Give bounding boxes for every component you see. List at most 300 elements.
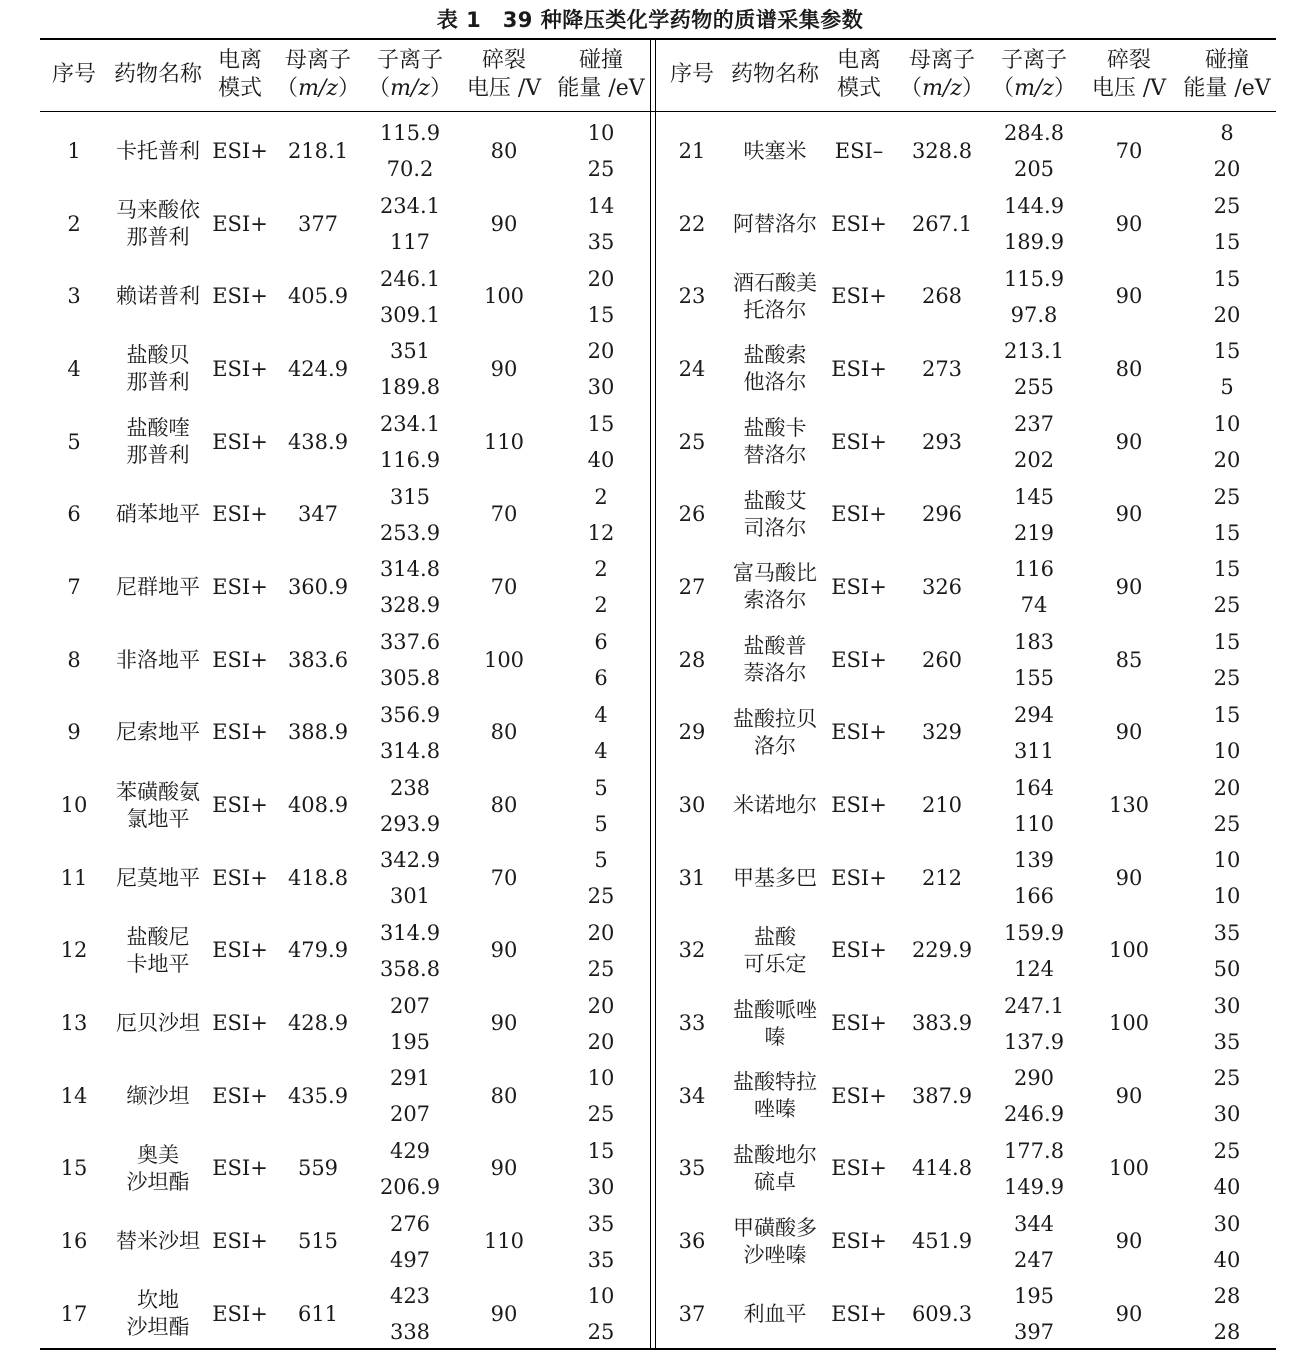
cell-product-ions xyxy=(988,337,1080,401)
cell-ion-mode: ESI+ xyxy=(831,1229,887,1254)
table-row xyxy=(40,1060,650,1133)
product-ion-2: 314.8 xyxy=(379,738,441,763)
cell-product-ions xyxy=(988,846,1080,910)
product-ion-1: 315 xyxy=(389,484,431,509)
collision-energy-2: 20 xyxy=(1213,302,1241,327)
collision-energy-1: 10 xyxy=(587,121,615,146)
table-row xyxy=(40,551,650,624)
cell-parent-ion: 424.9 xyxy=(287,356,349,381)
collision-energy-2: 35 xyxy=(1213,1029,1241,1054)
cell-seq: 31 xyxy=(678,865,706,890)
table-row xyxy=(656,551,1276,624)
cell-seq: 24 xyxy=(678,356,706,381)
cell-fragmentor: 90 xyxy=(1115,720,1143,745)
collision-energy-1: 30 xyxy=(1213,1211,1241,1236)
cell-collision-energy xyxy=(552,483,650,547)
cell-fragmentor: 80 xyxy=(490,1083,518,1108)
cell-seq: 2 xyxy=(67,211,81,236)
product-ion-2: 219 xyxy=(1013,520,1055,545)
cell-fragmentor: 90 xyxy=(490,938,518,963)
cell-ion-mode: ESI+ xyxy=(212,720,268,745)
cell-seq: 34 xyxy=(678,1083,706,1108)
drug-name-line1: 甲磺酸多 xyxy=(733,1215,817,1240)
cell-parent-ion: 383.6 xyxy=(287,647,349,672)
table-row xyxy=(40,697,650,770)
collision-energy-1: 8 xyxy=(1220,121,1234,146)
cell-parent-ion: 212 xyxy=(921,865,963,890)
cell-fragmentor: 90 xyxy=(1115,865,1143,890)
collision-energy-1: 15 xyxy=(587,1138,615,1163)
collision-energy-1: 20 xyxy=(587,339,615,364)
cell-seq: 12 xyxy=(60,938,88,963)
drug-name-line2: 硫卓 xyxy=(754,1169,796,1194)
cell-parent-ion: 611 xyxy=(297,1301,339,1326)
collision-energy-1: 20 xyxy=(587,920,615,945)
cell-parent-ion: 405.9 xyxy=(287,284,349,309)
cell-collision-energy xyxy=(1178,1210,1276,1274)
cell-fragmentor: 90 xyxy=(1115,1083,1143,1108)
cell-seq: 4 xyxy=(67,356,81,381)
collision-energy-1: 35 xyxy=(1213,920,1241,945)
cell-product-ions xyxy=(364,1064,456,1128)
collision-energy-1: 15 xyxy=(1213,557,1241,582)
collision-energy-1: 4 xyxy=(594,702,608,727)
product-ion-2: 189.8 xyxy=(379,375,441,400)
product-ion-2: 305.8 xyxy=(379,666,441,691)
collision-energy-2: 40 xyxy=(587,448,615,473)
product-ion-1: 294 xyxy=(1013,702,1055,727)
product-ion-1: 342.9 xyxy=(379,848,441,873)
cell-collision-energy xyxy=(1178,1137,1276,1201)
product-ion-2: 397 xyxy=(1013,1320,1055,1345)
table-row xyxy=(40,769,650,842)
cell-seq: 32 xyxy=(678,938,706,963)
cell-fragmentor: 90 xyxy=(490,1011,518,1036)
product-ion-1: 423 xyxy=(389,1284,431,1309)
collision-energy-1: 30 xyxy=(1213,993,1241,1018)
cell-ion-mode: ESI+ xyxy=(212,211,268,236)
table-row xyxy=(40,188,650,261)
cell-parent-ion: 273 xyxy=(921,356,963,381)
table-row xyxy=(656,478,1276,551)
product-ion-2: 301 xyxy=(389,884,431,909)
cell-ion-mode: ESI+ xyxy=(212,793,268,818)
cell-parent-ion: 268 xyxy=(921,284,963,309)
cell-fragmentor: 70 xyxy=(490,865,518,890)
collision-energy-2: 25 xyxy=(587,1102,615,1127)
cell-parent-ion: 218.1 xyxy=(287,138,349,163)
cell-seq: 23 xyxy=(678,284,706,309)
cell-ion-mode: ESI+ xyxy=(831,502,887,527)
collision-energy-1: 25 xyxy=(1213,194,1241,219)
cell-product-ions xyxy=(364,1210,456,1274)
cell-product-ions xyxy=(364,992,456,1056)
collision-energy-1: 14 xyxy=(587,194,615,219)
cell-fragmentor: 85 xyxy=(1115,647,1143,672)
drug-name-line2: 他洛尔 xyxy=(743,370,807,395)
cell-product-ions xyxy=(988,410,1080,474)
product-ion-2: 116.9 xyxy=(379,448,441,473)
product-ion-2: 246.9 xyxy=(1003,1102,1065,1127)
cell-drug-name xyxy=(108,1228,208,1255)
cell-fragmentor: 90 xyxy=(490,1156,518,1181)
cell-drug-name xyxy=(728,560,822,614)
product-ion-1: 115.9 xyxy=(1003,266,1065,291)
cell-fragmentor: 100 xyxy=(1108,1156,1150,1181)
product-ion-1: 284.8 xyxy=(1003,121,1065,146)
header-mode: 电离 模式 xyxy=(836,47,881,101)
cell-seq: 27 xyxy=(678,574,706,599)
cell-fragmentor: 100 xyxy=(1108,938,1150,963)
cell-seq: 8 xyxy=(67,647,81,672)
product-ion-2: 309.1 xyxy=(379,302,441,327)
cell-collision-energy xyxy=(552,337,650,401)
drug-name-line1: 苯磺酸氨 xyxy=(116,779,200,804)
cell-parent-ion: 418.8 xyxy=(287,865,349,890)
cell-fragmentor: 90 xyxy=(1115,1229,1143,1254)
collision-energy-1: 5 xyxy=(594,775,608,800)
cell-product-ions xyxy=(364,337,456,401)
collision-energy-1: 15 xyxy=(587,412,615,437)
table-row xyxy=(656,624,1276,697)
cell-parent-ion: 414.8 xyxy=(911,1156,973,1181)
product-ion-2: 328.9 xyxy=(379,593,441,618)
cell-parent-ion: 229.9 xyxy=(911,938,973,963)
cell-seq: 28 xyxy=(678,647,706,672)
cell-product-ions xyxy=(364,192,456,256)
product-ion-1: 291 xyxy=(389,1066,431,1091)
cell-seq: 7 xyxy=(67,574,81,599)
cell-ion-mode: ESI+ xyxy=(831,574,887,599)
cell-collision-energy xyxy=(552,846,650,910)
product-ion-1: 177.8 xyxy=(1003,1138,1065,1163)
cell-ion-mode: ESI+ xyxy=(831,793,887,818)
product-ion-2: 293.9 xyxy=(379,811,441,836)
cell-drug-name xyxy=(108,342,208,396)
cell-ion-mode: ESI+ xyxy=(831,1156,887,1181)
table-caption: 表 1 39 种降压类化学药物的质谱采集参数 xyxy=(436,8,864,32)
collision-energy-1: 15 xyxy=(1213,630,1241,655)
cell-parent-ion: 360.9 xyxy=(287,574,349,599)
table-row xyxy=(40,478,650,551)
cell-ion-mode: ESI+ xyxy=(212,1301,268,1326)
collision-energy-1: 15 xyxy=(1213,266,1241,291)
product-ion-2: 497 xyxy=(389,1247,431,1272)
cell-product-ions xyxy=(364,919,456,983)
collision-energy-2: 25 xyxy=(587,1320,615,1345)
cell-product-ions xyxy=(988,265,1080,329)
product-ion-1: 207 xyxy=(389,993,431,1018)
collision-energy-1: 35 xyxy=(587,1211,615,1236)
table-row xyxy=(656,1060,1276,1133)
product-ion-1: 164 xyxy=(1013,775,1055,800)
drug-name-line2: 替洛尔 xyxy=(743,443,807,468)
cell-product-ions xyxy=(988,774,1080,838)
cell-ion-mode: ESI+ xyxy=(831,720,887,745)
product-ion-2: 137.9 xyxy=(1003,1029,1065,1054)
product-ion-2: 110 xyxy=(1013,811,1055,836)
cell-drug-name xyxy=(108,865,208,892)
drug-name-line1: 尼莫地平 xyxy=(116,865,200,890)
table-row xyxy=(40,1205,650,1278)
product-ion-1: 290 xyxy=(1013,1066,1055,1091)
cell-collision-energy xyxy=(552,919,650,983)
product-ion-2: 70.2 xyxy=(386,157,434,182)
drug-name-line1: 替米沙坦 xyxy=(116,1229,200,1254)
collision-energy-1: 25 xyxy=(1213,1066,1241,1091)
cell-drug-name xyxy=(108,1010,208,1037)
cell-drug-name xyxy=(728,792,822,819)
product-ion-2: 311 xyxy=(1013,738,1055,763)
drug-name-line2: 唑嗪 xyxy=(754,1097,796,1122)
collision-energy-2: 15 xyxy=(1213,230,1241,255)
cell-drug-name xyxy=(108,779,208,833)
drug-name-line2: 氯地平 xyxy=(126,806,190,831)
header-ce: 碰撞 能量 /eV xyxy=(1183,47,1271,101)
drug-name-line2: 萘洛尔 xyxy=(743,661,807,686)
cell-seq: 11 xyxy=(60,865,88,890)
collision-energy-1: 10 xyxy=(1213,412,1241,437)
cell-drug-name xyxy=(728,633,822,687)
product-ion-1: 276 xyxy=(389,1211,431,1236)
cell-collision-energy xyxy=(1178,410,1276,474)
collision-energy-2: 6 xyxy=(594,666,608,691)
cell-collision-energy xyxy=(1178,555,1276,619)
collision-energy-2: 35 xyxy=(587,1247,615,1272)
collision-energy-1: 25 xyxy=(1213,1138,1241,1163)
cell-product-ions xyxy=(988,919,1080,983)
product-ion-1: 314.8 xyxy=(379,557,441,582)
cell-fragmentor: 90 xyxy=(1115,502,1143,527)
cell-drug-name xyxy=(108,283,208,310)
cell-fragmentor: 100 xyxy=(483,647,525,672)
collision-energy-2: 10 xyxy=(1213,884,1241,909)
header-frag: 碎裂 电压 /V xyxy=(466,47,542,101)
table-row xyxy=(656,769,1276,842)
cell-drug-name xyxy=(728,997,822,1051)
cell-ion-mode: ESI+ xyxy=(212,938,268,963)
product-ion-2: 124 xyxy=(1013,956,1055,981)
product-ion-2: 338 xyxy=(389,1320,431,1345)
drug-name-line1: 呋塞米 xyxy=(743,138,807,163)
cell-ion-mode: ESI+ xyxy=(831,1083,887,1108)
cell-seq: 25 xyxy=(678,429,706,454)
cell-fragmentor: 80 xyxy=(1115,356,1143,381)
cell-collision-energy xyxy=(552,1282,650,1346)
cell-drug-name xyxy=(728,270,822,324)
cell-fragmentor: 70 xyxy=(1115,138,1143,163)
cell-product-ions xyxy=(364,410,456,474)
cell-seq: 37 xyxy=(678,1301,706,1326)
cell-seq: 14 xyxy=(60,1083,88,1108)
cell-collision-energy xyxy=(552,119,650,183)
table-row xyxy=(656,697,1276,770)
product-ion-2: 206.9 xyxy=(379,1174,441,1199)
product-ion-1: 213.1 xyxy=(1003,339,1065,364)
cell-collision-energy xyxy=(552,265,650,329)
cell-drug-name xyxy=(108,197,208,251)
cell-product-ions xyxy=(364,846,456,910)
cell-product-ions xyxy=(988,1064,1080,1128)
cell-collision-energy xyxy=(552,1064,650,1128)
product-ion-1: 314.9 xyxy=(379,920,441,945)
collision-energy-2: 50 xyxy=(1213,956,1241,981)
cell-ion-mode: ESI+ xyxy=(831,211,887,236)
collision-energy-2: 15 xyxy=(587,302,615,327)
cell-collision-energy xyxy=(1178,265,1276,329)
cell-drug-name xyxy=(108,1083,208,1110)
cell-ion-mode: ESI+ xyxy=(831,356,887,381)
drug-name-line2: 沙坦酯 xyxy=(126,1315,190,1340)
cell-ion-mode: ESI+ xyxy=(831,284,887,309)
cell-product-ions xyxy=(988,1137,1080,1201)
cell-drug-name xyxy=(728,415,822,469)
product-ion-1: 234.1 xyxy=(379,194,441,219)
cell-parent-ion: 559 xyxy=(297,1156,339,1181)
drug-name-line1: 非洛地平 xyxy=(116,647,200,672)
table-row xyxy=(656,333,1276,406)
collision-energy-1: 15 xyxy=(1213,339,1241,364)
cell-drug-name xyxy=(108,415,208,469)
cell-fragmentor: 130 xyxy=(1108,793,1150,818)
drug-name-line1: 盐酸尼 xyxy=(126,924,190,949)
table-right-half xyxy=(656,38,1276,1347)
header-name: 药物名称 xyxy=(730,61,819,87)
header-child: 子离子 （m/z） xyxy=(992,47,1076,101)
cell-collision-energy xyxy=(1178,483,1276,547)
cell-parent-ion: 428.9 xyxy=(287,1011,349,1036)
drug-name-line1: 阿替洛尔 xyxy=(733,211,817,236)
collision-energy-2: 30 xyxy=(1213,1102,1241,1127)
collision-energy-1: 20 xyxy=(587,993,615,1018)
table-row xyxy=(40,406,650,479)
cell-ion-mode: ESI+ xyxy=(831,647,887,672)
collision-energy-1: 28 xyxy=(1213,1284,1241,1309)
product-ion-1: 183 xyxy=(1013,630,1055,655)
cell-fragmentor: 90 xyxy=(1115,574,1143,599)
cell-parent-ion: 387.9 xyxy=(911,1083,973,1108)
cell-fragmentor: 90 xyxy=(490,1301,518,1326)
cell-fragmentor: 80 xyxy=(490,720,518,745)
collision-energy-1: 10 xyxy=(1213,848,1241,873)
product-ion-2: 202 xyxy=(1013,448,1055,473)
product-ion-1: 115.9 xyxy=(379,121,441,146)
collision-energy-1: 25 xyxy=(1213,484,1241,509)
table-row xyxy=(40,624,650,697)
cell-collision-energy xyxy=(1178,1282,1276,1346)
drug-name-line1: 盐酸普 xyxy=(743,634,807,659)
cell-seq: 36 xyxy=(678,1229,706,1254)
cell-seq: 16 xyxy=(60,1229,88,1254)
cell-product-ions xyxy=(364,265,456,329)
cell-seq: 29 xyxy=(678,720,706,745)
collision-energy-2: 28 xyxy=(1213,1320,1241,1345)
cell-fragmentor: 80 xyxy=(490,138,518,163)
cell-seq: 21 xyxy=(678,138,706,163)
cell-seq: 5 xyxy=(67,429,81,454)
product-ion-1: 238 xyxy=(389,775,431,800)
drug-name-line1: 马来酸依 xyxy=(116,198,200,223)
cell-drug-name xyxy=(728,1142,822,1196)
drug-name-line1: 盐酸贝 xyxy=(126,343,190,368)
drug-name-line1: 赖诺普利 xyxy=(116,284,200,309)
header-child: 子离子 （m/z） xyxy=(368,47,452,101)
cell-seq: 6 xyxy=(67,502,81,527)
collision-energy-2: 20 xyxy=(1213,157,1241,182)
cell-parent-ion: 329 xyxy=(921,720,963,745)
collision-energy-2: 2 xyxy=(594,593,608,618)
cell-parent-ion: 377 xyxy=(297,211,339,236)
product-ion-2: 155 xyxy=(1013,666,1055,691)
product-ion-1: 356.9 xyxy=(379,702,441,727)
cell-drug-name xyxy=(728,924,822,978)
drug-name-line2: 嗪 xyxy=(764,1024,786,1049)
cell-ion-mode: ESI+ xyxy=(212,502,268,527)
drug-name-line1: 盐酸 xyxy=(754,924,796,949)
cell-collision-energy xyxy=(1178,919,1276,983)
drug-name-line1: 利血平 xyxy=(743,1301,807,1326)
drug-name-line2: 那普利 xyxy=(126,443,190,468)
cell-drug-name xyxy=(108,501,208,528)
cell-ion-mode: ESI– xyxy=(834,138,884,163)
cell-fragmentor: 100 xyxy=(1108,1011,1150,1036)
collision-energy-1: 20 xyxy=(1213,775,1241,800)
cell-seq: 10 xyxy=(60,793,88,818)
header-seq: 序号 xyxy=(51,61,96,87)
cell-seq: 13 xyxy=(60,1011,88,1036)
product-ion-2: 97.8 xyxy=(1010,302,1058,327)
collision-energy-2: 25 xyxy=(587,956,615,981)
table-row xyxy=(656,842,1276,915)
cell-drug-name xyxy=(728,211,822,238)
cell-drug-name xyxy=(108,647,208,674)
cell-product-ions xyxy=(364,483,456,547)
collision-energy-2: 5 xyxy=(1220,375,1234,400)
drug-name-line1: 硝苯地平 xyxy=(116,502,200,527)
collision-energy-2: 15 xyxy=(1213,520,1241,545)
cell-parent-ion: 515 xyxy=(297,1229,339,1254)
table-row xyxy=(40,1133,650,1206)
collision-energy-2: 25 xyxy=(587,157,615,182)
collision-energy-1: 15 xyxy=(1213,702,1241,727)
drug-name-line1: 坎地 xyxy=(137,1288,179,1313)
drug-name-line2: 索洛尔 xyxy=(743,588,807,613)
drug-name-line1: 缬沙坦 xyxy=(126,1083,190,1108)
cell-drug-name xyxy=(108,924,208,978)
cell-collision-energy xyxy=(552,192,650,256)
cell-drug-name xyxy=(108,719,208,746)
cell-drug-name xyxy=(728,342,822,396)
cell-ion-mode: ESI+ xyxy=(212,1156,268,1181)
cell-ion-mode: ESI+ xyxy=(212,574,268,599)
cell-ion-mode: ESI+ xyxy=(212,647,268,672)
cell-drug-name xyxy=(728,865,822,892)
product-ion-2: 166 xyxy=(1013,884,1055,909)
product-ion-1: 429 xyxy=(389,1138,431,1163)
product-ion-2: 149.9 xyxy=(1003,1174,1065,1199)
collision-energy-2: 4 xyxy=(594,738,608,763)
product-ion-2: 358.8 xyxy=(379,956,441,981)
table-row xyxy=(656,1205,1276,1278)
table-row xyxy=(40,915,650,988)
cell-fragmentor: 100 xyxy=(483,284,525,309)
product-ion-1: 337.6 xyxy=(379,630,441,655)
cell-parent-ion: 383.9 xyxy=(911,1011,973,1036)
cell-drug-name xyxy=(728,488,822,542)
drug-name-line1: 盐酸索 xyxy=(743,343,807,368)
collision-energy-2: 40 xyxy=(1213,1174,1241,1199)
cell-seq: 1 xyxy=(67,138,81,163)
